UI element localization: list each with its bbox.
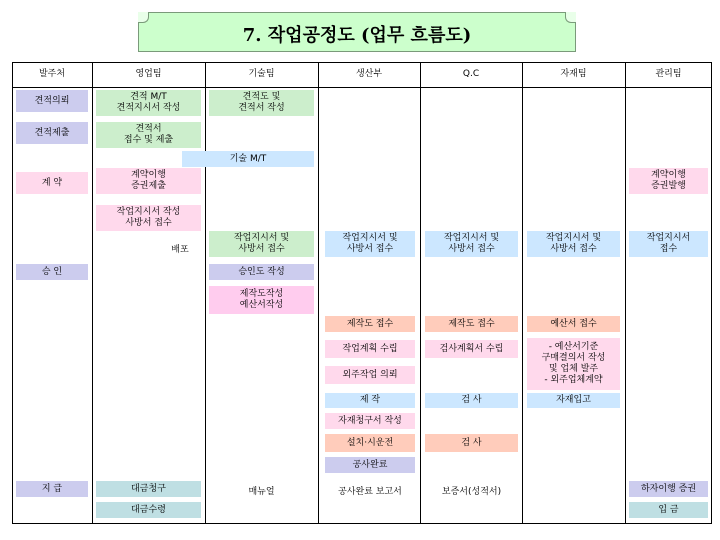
step-estimate-meeting: 견적 M/T 견적지시서 작성 (96, 90, 201, 116)
step-work-order-eng: 작업지시서 및 사방서 접수 (209, 231, 314, 257)
step-payment-receipt: 대금수령 (96, 502, 201, 518)
step-estimate-receive: 견적서 접수 및 제출 (96, 122, 201, 148)
step-approval: 승 인 (16, 264, 88, 280)
step-contract: 계 약 (16, 172, 88, 194)
title-banner (138, 12, 576, 52)
lane-divider (625, 62, 626, 524)
lane-header-production: 생산부 (355, 69, 383, 79)
step-estimate-request: 견적의뢰 (16, 90, 88, 112)
step-work-order-create: 작업지시서 작성 사방서 접수 (96, 205, 201, 231)
step-tech-meeting: 기술 M/T (182, 151, 314, 167)
step-inspection: 검 사 (425, 393, 518, 408)
header-separator (12, 87, 712, 88)
step-bond-submit: 계약이행 증권제출 (96, 168, 201, 194)
step-final-inspection: 검 사 (425, 434, 518, 452)
step-work-order-prod: 작업지시서 및 사방서 접수 (325, 231, 415, 257)
label-distribute: 배포 (171, 245, 189, 255)
step-deposit: 입 금 (629, 502, 708, 518)
step-completion: 공사완료 (325, 457, 415, 473)
step-material-request: 자재청구서 작성 (325, 413, 415, 429)
step-work-order-qc: 작업지시서 및 사방서 접수 (425, 231, 518, 257)
step-work-order-admin: 작업지시서 접수 (629, 231, 708, 257)
lane-header-engineering: 기술팀 (248, 69, 275, 79)
step-drawing-receive-prod: 제작도 접수 (325, 316, 415, 332)
lane-divider (205, 62, 206, 524)
lane-divider (92, 62, 93, 524)
step-drawing-receive-qc: 제작도 접수 (425, 316, 518, 332)
step-invoice: 대금청구 (96, 481, 201, 497)
step-installation: 설치·시운전 (325, 434, 415, 452)
label-warranty: 보증서(성적서) (441, 487, 502, 497)
step-budget-receive: 예산서 접수 (527, 316, 620, 332)
label-manual: 매뉴얼 (248, 487, 275, 497)
step-material-receipt: 자재입고 (527, 393, 620, 408)
step-estimate-submit: 견적제출 (16, 122, 88, 144)
lane-divider (420, 62, 421, 524)
lane-header-admin: 관리팀 (655, 69, 682, 79)
label-completion-report: 공사완료 보고서 (338, 487, 402, 497)
step-payment: 지 급 (16, 481, 88, 497)
step-inspection-plan: 검사계획서 수립 (425, 340, 518, 358)
lane-divider (522, 62, 523, 524)
step-manufacture: 제 작 (325, 393, 415, 408)
step-defect-bond: 하자이행 증권 (629, 481, 708, 497)
step-estimate-drawing: 견적도 및 견적서 작성 (209, 90, 314, 116)
lane-header-materials: 자재팀 (560, 69, 587, 79)
step-outsourcing-request: 외주작업 의뢰 (325, 366, 415, 384)
step-bond-issue: 계약이행 증권발행 (629, 168, 708, 194)
lane-header-client: 발주처 (38, 69, 66, 79)
step-approval-drawing: 승인도 작성 (209, 264, 314, 280)
step-fabrication-drawing: 제작도작성 예산서작성 (209, 286, 314, 314)
page-title: 7. 작업공정도 (업무 흐름도) (242, 25, 472, 46)
lane-divider (318, 62, 319, 524)
step-purchase-order: - 예산서기준 구매결의서 작성 및 업체 발주 - 외주업체계약 (527, 338, 620, 390)
step-work-plan: 작업계획 수립 (325, 340, 415, 358)
lane-header-qc: Q.C (462, 69, 480, 79)
lane-header-sales: 영업팀 (135, 69, 162, 79)
step-work-order-materials: 작업지시서 및 사방서 접수 (527, 231, 620, 257)
